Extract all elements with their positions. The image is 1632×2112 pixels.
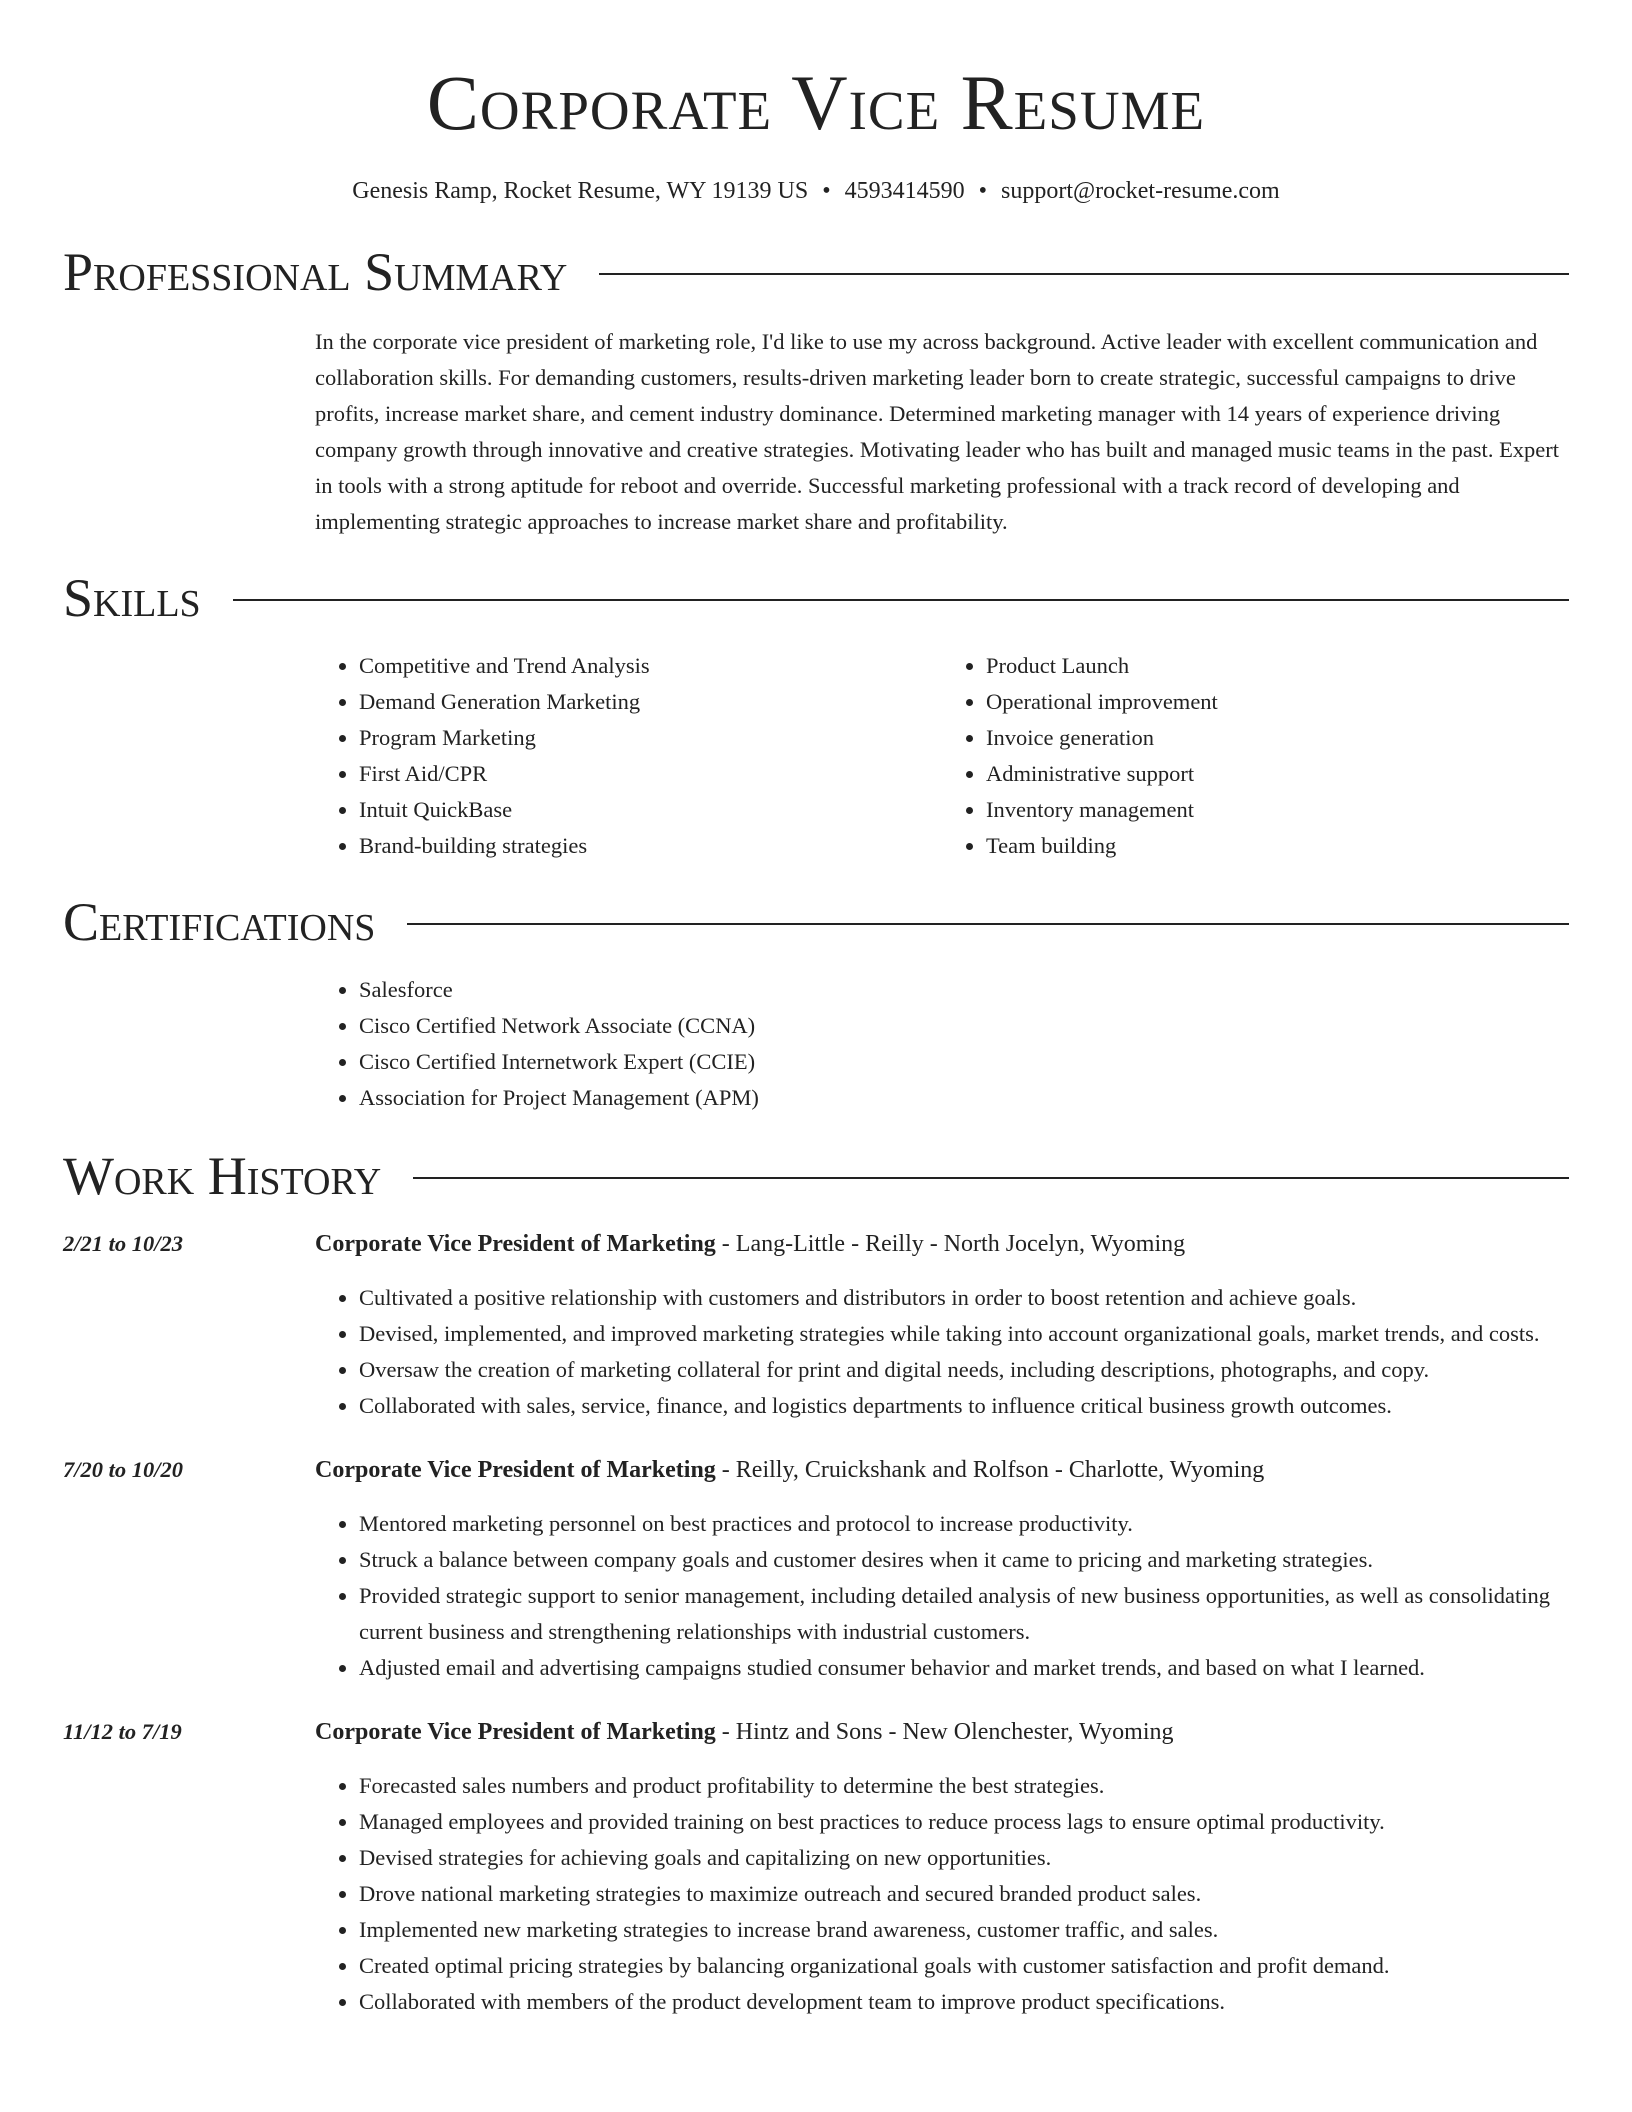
job-employer: - Hintz and Sons - New Olenchester, Wyoming <box>715 1719 1174 1745</box>
section-rule <box>407 923 1569 925</box>
job-bullet: • Collaborated with members of the product development team to improve product specifications. <box>359 1984 1569 2020</box>
contact-separator: • <box>822 178 831 204</box>
job-title: Corporate Vice President of Marketing <box>315 1231 716 1257</box>
section-rule <box>599 273 1569 275</box>
job-entry <box>63 1714 1569 2020</box>
list-item: • Cisco Certified Network Associate (CCNA) <box>359 1008 1569 1044</box>
job-bullets <box>315 1280 1569 1424</box>
resume-name: Corporate Vice Resume <box>426 59 1206 146</box>
phone: 4593414590 <box>844 178 965 204</box>
job-bullet: • Devised strategies for achieving goals and capitalizing on new opportunities. <box>359 1840 1569 1876</box>
job-bullet: • Created optimal pricing strategies by balancing organizational goals with customer satisfaction and profit demand. <box>359 1948 1569 1984</box>
list-item: • Association for Project Management (APM) <box>359 1080 1569 1116</box>
skills-section-header <box>63 566 1569 630</box>
list-item: • Salesforce <box>359 972 1569 1008</box>
list-item: • First Aid/CPR <box>359 756 942 792</box>
job-dates: 7/20 to 10/20 <box>63 1457 184 1482</box>
work-section-header <box>63 1144 1569 1208</box>
contact-separator: • <box>978 178 988 204</box>
email: support@rocket-resume.com <box>1001 178 1280 204</box>
list-item: • Program Marketing <box>359 720 942 756</box>
job-bullet: • Provided strategic support to senior management, including detailed analysis of new business opportunities, as well as consolidating current business and strengthening relationships with industrial customers. <box>359 1578 1569 1650</box>
job-bullets <box>315 1506 1569 1686</box>
list-item: • Cisco Certified Internetwork Expert (CCIE) <box>359 1044 1569 1080</box>
skills-column-left <box>315 648 942 864</box>
certifications-section-header <box>63 890 1569 954</box>
skills-column-right <box>942 648 1569 864</box>
list-item: • Competitive and Trend Analysis <box>359 648 942 684</box>
job-details <box>315 1226 1569 1424</box>
list-item: • Product Launch <box>986 648 1569 684</box>
job-employer: - Reilly, Cruickshank and Rolfson - Charlotte, Wyoming <box>715 1457 1265 1483</box>
job-bullet: • Oversaw the creation of marketing collateral for print and digital needs, including descriptions, photographs, and copy. <box>359 1352 1569 1388</box>
list-item: • Brand-building strategies <box>359 828 942 864</box>
job-title-line <box>315 1714 1569 1750</box>
job-details <box>315 1452 1569 1686</box>
job-title-line <box>315 1452 1569 1488</box>
job-bullet: • Cultivated a positive relationship with customers and distributors in order to boost retention and achieve goals. <box>359 1280 1569 1316</box>
job-dates: 2/21 to 10/23 <box>63 1231 184 1256</box>
job-bullet: • Struck a balance between company goals and customer desires when it came to pricing and marketing strategies. <box>359 1542 1569 1578</box>
address: Genesis Ramp, Rocket Resume, WY 19139 US <box>352 178 809 204</box>
section-heading: Skills <box>63 568 201 628</box>
list-item: • Administrative support <box>986 756 1569 792</box>
job-bullet: • Mentored marketing personnel on best practices and protocol to increase productivity. <box>359 1506 1569 1542</box>
job-entry <box>63 1226 1569 1424</box>
job-entry <box>63 1452 1569 1686</box>
job-details <box>315 1714 1569 2020</box>
section-rule <box>233 599 1569 601</box>
skills-list <box>315 648 1569 864</box>
contact-line <box>63 176 1569 206</box>
summary-text: In the corporate vice president of marketing role, I'd like to use my across background. Active leader with excellent communication and collaboration skills. For demanding customers, results-driven marketing leader born to create strategic, successful campaigns to drive profits, increase market share, and cement industry dominance. Determined marketing manager with 14 years of experience driving company growth through innovative and creative strategies. Motivating leader who has built and managed music teams in the past. Expert in tools with a strong aptitude for reboot and override. Successful marketing professional with a track record of developing and implementing strategic approaches to increase market share and profitability. <box>315 329 1560 534</box>
list-item: • Demand Generation Marketing <box>359 684 942 720</box>
job-bullet: • Devised, implemented, and improved marketing strategies while taking into account organizational goals, market trends, and costs. <box>359 1316 1569 1352</box>
section-heading: Work History <box>63 1146 382 1206</box>
job-bullet: • Managed employees and provided training on best practices to reduce process lags to ensure optimal productivity. <box>359 1804 1569 1840</box>
job-bullet: • Adjusted email and advertising campaigns studied consumer behavior and market trends, and based on what I learned. <box>359 1650 1569 1686</box>
list-item: • Intuit QuickBase <box>359 792 942 828</box>
section-rule <box>413 1177 1569 1179</box>
job-bullet: • Implemented new marketing strategies to increase brand awareness, customer traffic, and sales. <box>359 1912 1569 1948</box>
job-bullet: • Drove national marketing strategies to maximize outreach and secured branded product sales. <box>359 1876 1569 1912</box>
list-item: • Team building <box>986 828 1569 864</box>
job-bullet: • Collaborated with sales, service, finance, and logistics departments to influence critical business growth outcomes. <box>359 1388 1569 1424</box>
certifications-list <box>315 972 1569 1116</box>
list-item: • Operational improvement <box>986 684 1569 720</box>
section-heading: Professional Summary <box>63 242 568 302</box>
job-dates: 11/12 to 7/19 <box>63 1719 182 1744</box>
section-heading: Certifications <box>63 892 376 952</box>
list-item: • Inventory management <box>986 792 1569 828</box>
job-bullets <box>315 1768 1569 2020</box>
job-title: Corporate Vice President of Marketing <box>315 1457 716 1483</box>
job-title: Corporate Vice President of Marketing <box>315 1719 716 1745</box>
list-item: • Invoice generation <box>986 720 1569 756</box>
job-employer: - Lang-Little - Reilly - North Jocelyn, Wyoming <box>715 1231 1186 1257</box>
summary-section-header <box>63 240 1569 304</box>
work-history-list <box>63 1226 1569 2020</box>
job-bullet: • Forecasted sales numbers and product profitability to determine the best strategies. <box>359 1768 1569 1804</box>
job-title-line <box>315 1226 1569 1262</box>
